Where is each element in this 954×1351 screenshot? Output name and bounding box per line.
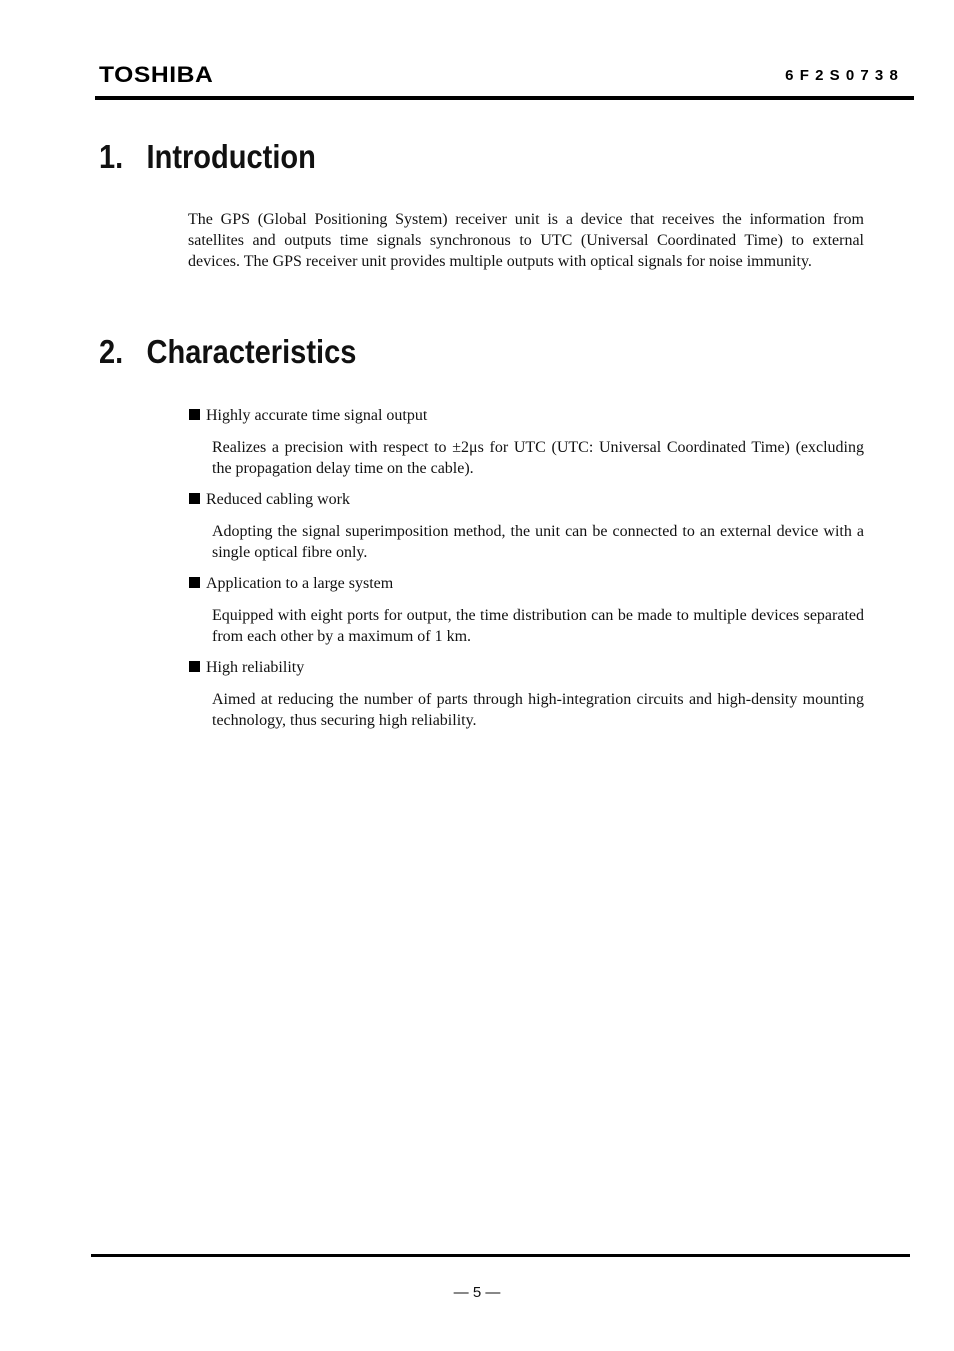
characteristic-item-accuracy — [189, 405, 864, 479]
characteristic-description: Equipped with eight ports for output, the time distribution can be made to multiple devices separated from each other by a maximum of 1 km. — [212, 607, 864, 645]
section-title-text: Characteristics — [146, 333, 357, 370]
characteristic-description: Realizes a precision with respect to ±2μs for UTC (UTC: Universal Coordinated Time) (excluding the propagation delay time on the cable). — [212, 439, 864, 477]
introduction-paragraph: The GPS (Global Positioning System) receiver unit is a device that receives the information from satellites and outputs time signals synchronous to UTC (Universal Coordinated Time) to external devices. The GPS receiver unit provides multiple outputs with optical signals for noise immunity. — [188, 211, 864, 270]
header-divider — [95, 96, 914, 100]
characteristic-description: Adopting the signal superimposition method, the unit can be connected to an external device with a single optical fibre only. — [212, 523, 864, 561]
characteristic-heading: Highly accurate time signal output — [206, 407, 428, 424]
toshiba-logo: TOSHIBA — [99, 62, 214, 87]
characteristic-item-large-system — [189, 573, 864, 647]
square-bullet-icon — [189, 409, 200, 420]
document-number: 6F2S0738 — [785, 67, 904, 84]
page-number: — 5 — — [453, 1284, 501, 1301]
section-title-introduction — [99, 138, 316, 176]
characteristic-heading: Reduced cabling work — [206, 491, 350, 508]
square-bullet-icon — [189, 493, 200, 504]
characteristic-item-reliability — [189, 657, 864, 731]
characteristic-heading: High reliability — [206, 659, 305, 676]
section-title-text: Introduction — [146, 138, 316, 175]
section-number: 2. — [99, 333, 124, 370]
square-bullet-icon — [189, 577, 200, 588]
characteristic-description: Aimed at reducing the number of parts through high-integration circuits and high-density mounting technology, thus securing high reliability. — [212, 691, 864, 729]
section-number: 1. — [99, 138, 124, 175]
footer-divider — [91, 1254, 910, 1257]
characteristic-item-cabling — [189, 489, 864, 563]
section-title-characteristics — [99, 333, 356, 371]
characteristic-heading: Application to a large system — [206, 575, 394, 592]
square-bullet-icon — [189, 661, 200, 672]
characteristics-list — [189, 405, 864, 741]
